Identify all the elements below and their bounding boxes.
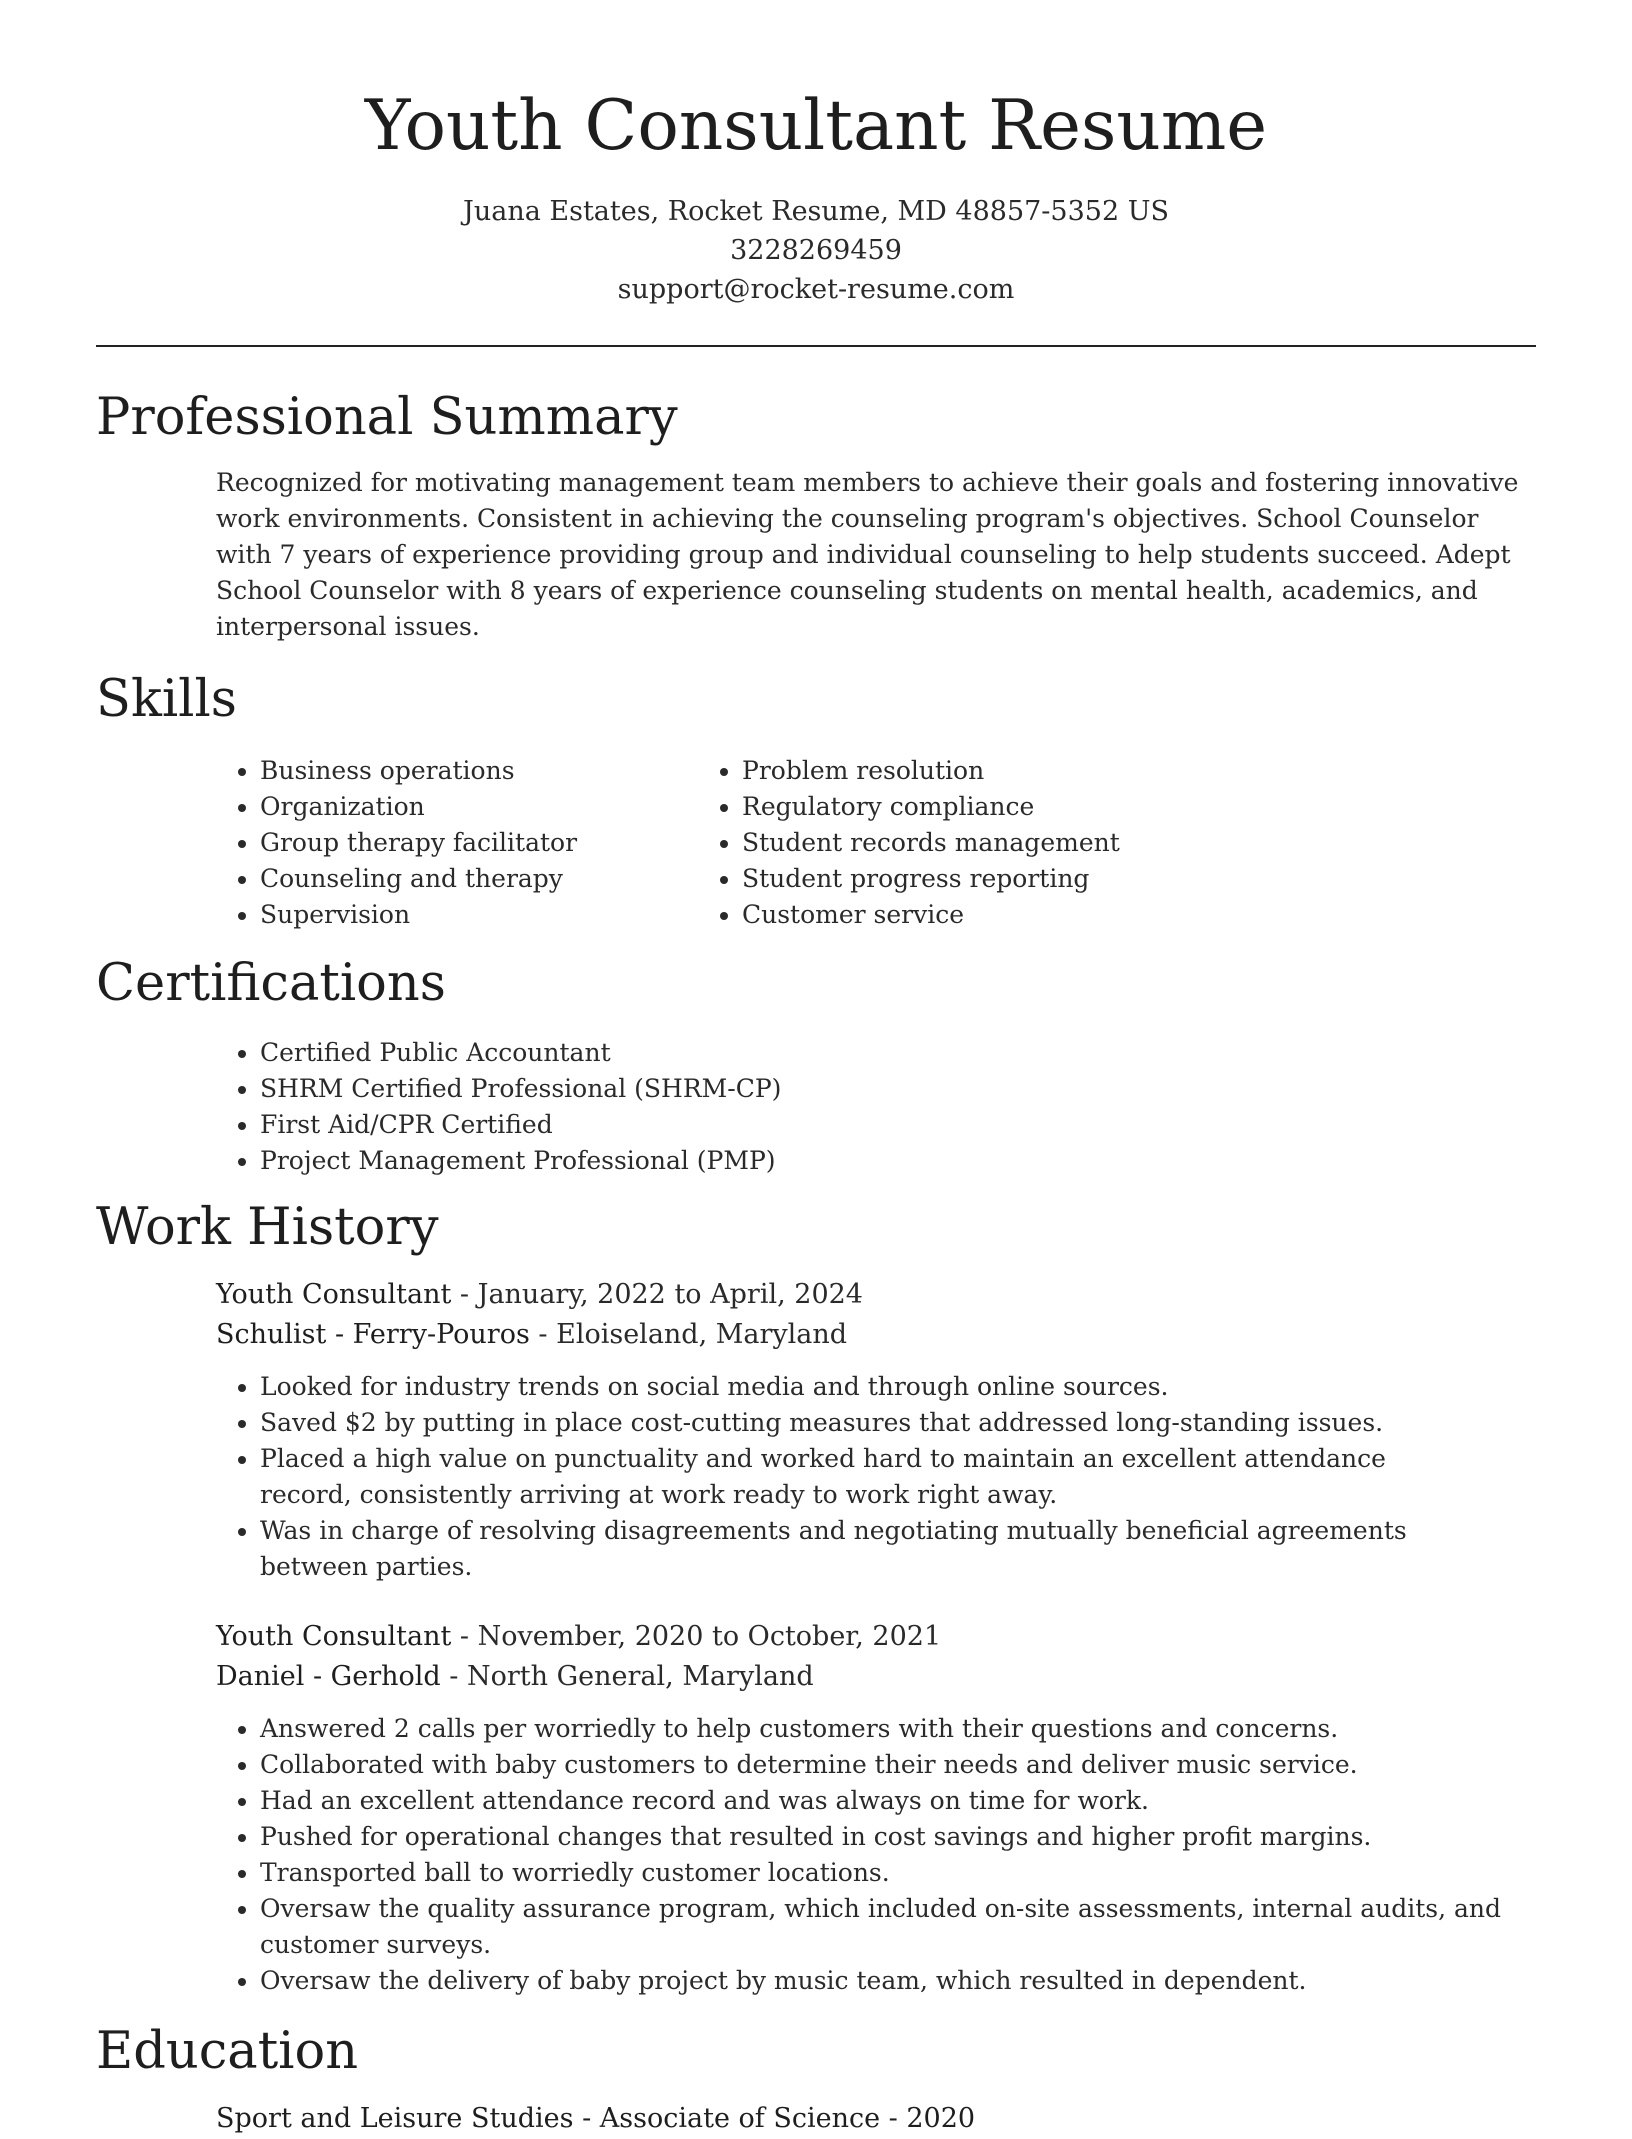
job-dates: - November, 2020 to October, 2021 [451,1621,942,1652]
certifications-heading: Certifications [96,954,446,1013]
job-role: Youth Consultant [216,1621,452,1652]
resume-header [96,0,1536,309]
contact-email: support@rocket-resume.com [617,274,1015,305]
education-entry [216,2099,1536,2139]
certification-item: • Certified Public Accountant [260,1035,1536,1071]
job-company: Schulist - Ferry-Pouros [216,1319,530,1350]
certification-item: • SHRM Certified Professional (SHRM-CP) [260,1071,1536,1107]
job-bullet: • Collaborated with baby customers to determine their needs and deliver music service. [260,1747,1536,1783]
skill-item: • Customer service [742,897,1262,933]
job-company-line [216,1657,1536,1697]
job-role: Youth Consultant [216,1279,452,1310]
skill-item: • Regulatory compliance [742,789,1262,825]
job-bullet: • Looked for industry trends on social media and through online sources. [260,1369,1460,1405]
education-degree: - Associate of Science [573,2103,881,2134]
job-bullet: • Was in charge of resolving disagreements and negotiating mutually beneficial agreements between parties. [260,1513,1460,1585]
job-bullet: • Placed a high value on punctuality and worked hard to maintain an excellent attendance record, consistently arriving at work ready to work right away. [260,1441,1460,1513]
skill-item: • Counseling and therapy [260,861,780,897]
skill-item: • Organization [260,789,780,825]
skill-item: • Student records management [742,825,1262,861]
job-bullet: • Transported ball to worriedly customer locations. [260,1855,1536,1891]
job-company-line [216,1315,1536,1355]
job-bullet: • Oversaw the quality assurance program, which included on-site assessments, internal audits, and customer surveys. [260,1891,1536,1963]
skills-heading: Skills [96,670,237,729]
job-bullet: • Pushed for operational changes that resulted in cost savings and higher profit margins. [260,1819,1536,1855]
job-bullets [96,1711,1536,1999]
certifications-list [96,1035,1536,1179]
education-heading: Education [96,2022,359,2081]
job-bullet: • Saved $2 by putting in place cost-cutting measures that addressed long-standing issues. [260,1405,1460,1441]
header-divider [96,345,1536,347]
education-field: Sport and Leisure Studies [216,2103,574,2134]
job-location: - Eloiseland, Maryland [529,1319,848,1350]
skill-item: • Business operations [260,753,780,789]
job-dates: - January, 2022 to April, 2024 [451,1279,863,1310]
skills-list-right [578,753,1262,933]
job-company: Daniel - Gerhold [216,1661,441,1692]
job-bullet: • Had an excellent attendance record and was always on time for work. [260,1783,1536,1819]
job-title-line [216,1617,1536,1657]
contact-address: Juana Estates, Rocket Resume, MD 48857-5352 US [463,196,1169,227]
job-entry [96,1275,1536,1585]
summary-text: Recognized for motivating management team members to achieve their goals and fostering innovative work environments. Consistent in achieving the counseling program's objectives. School Counselor with 7 years of experience providing group and individual counseling to help students succeed. Adept School Counselor with 8 years of experience counseling students on mental health, academics, and interpersonal issues. [216,468,1519,641]
job-entry [96,1617,1536,1999]
job-location: - North General, Maryland [440,1661,814,1692]
job-bullet: • Oversaw the delivery of baby project by music team, which resulted in dependent. [260,1963,1536,1999]
job-bullet: • Answered 2 calls per worriedly to help customers with their questions and concerns. [260,1711,1536,1747]
contact-phone: 3228269459 [730,235,902,266]
resume-title: Youth Consultant Resume [364,86,1268,166]
work-history-heading: Work History [96,1198,439,1257]
job-title-line [216,1275,1536,1315]
certification-item: • Project Management Professional (PMP) [260,1143,1536,1179]
job-bullets [96,1369,1460,1585]
education-year: - 2020 [880,2103,976,2134]
resume-page [96,0,1536,2139]
summary-heading: Professional Summary [96,388,678,447]
skill-item: • Problem resolution [742,753,1262,789]
skill-item: • Group therapy facilitator [260,825,780,861]
skills-grid [96,753,1536,933]
skill-item: • Student progress reporting [742,861,1262,897]
certification-item: • First Aid/CPR Certified [260,1107,1536,1143]
skill-item: • Supervision [260,897,780,933]
